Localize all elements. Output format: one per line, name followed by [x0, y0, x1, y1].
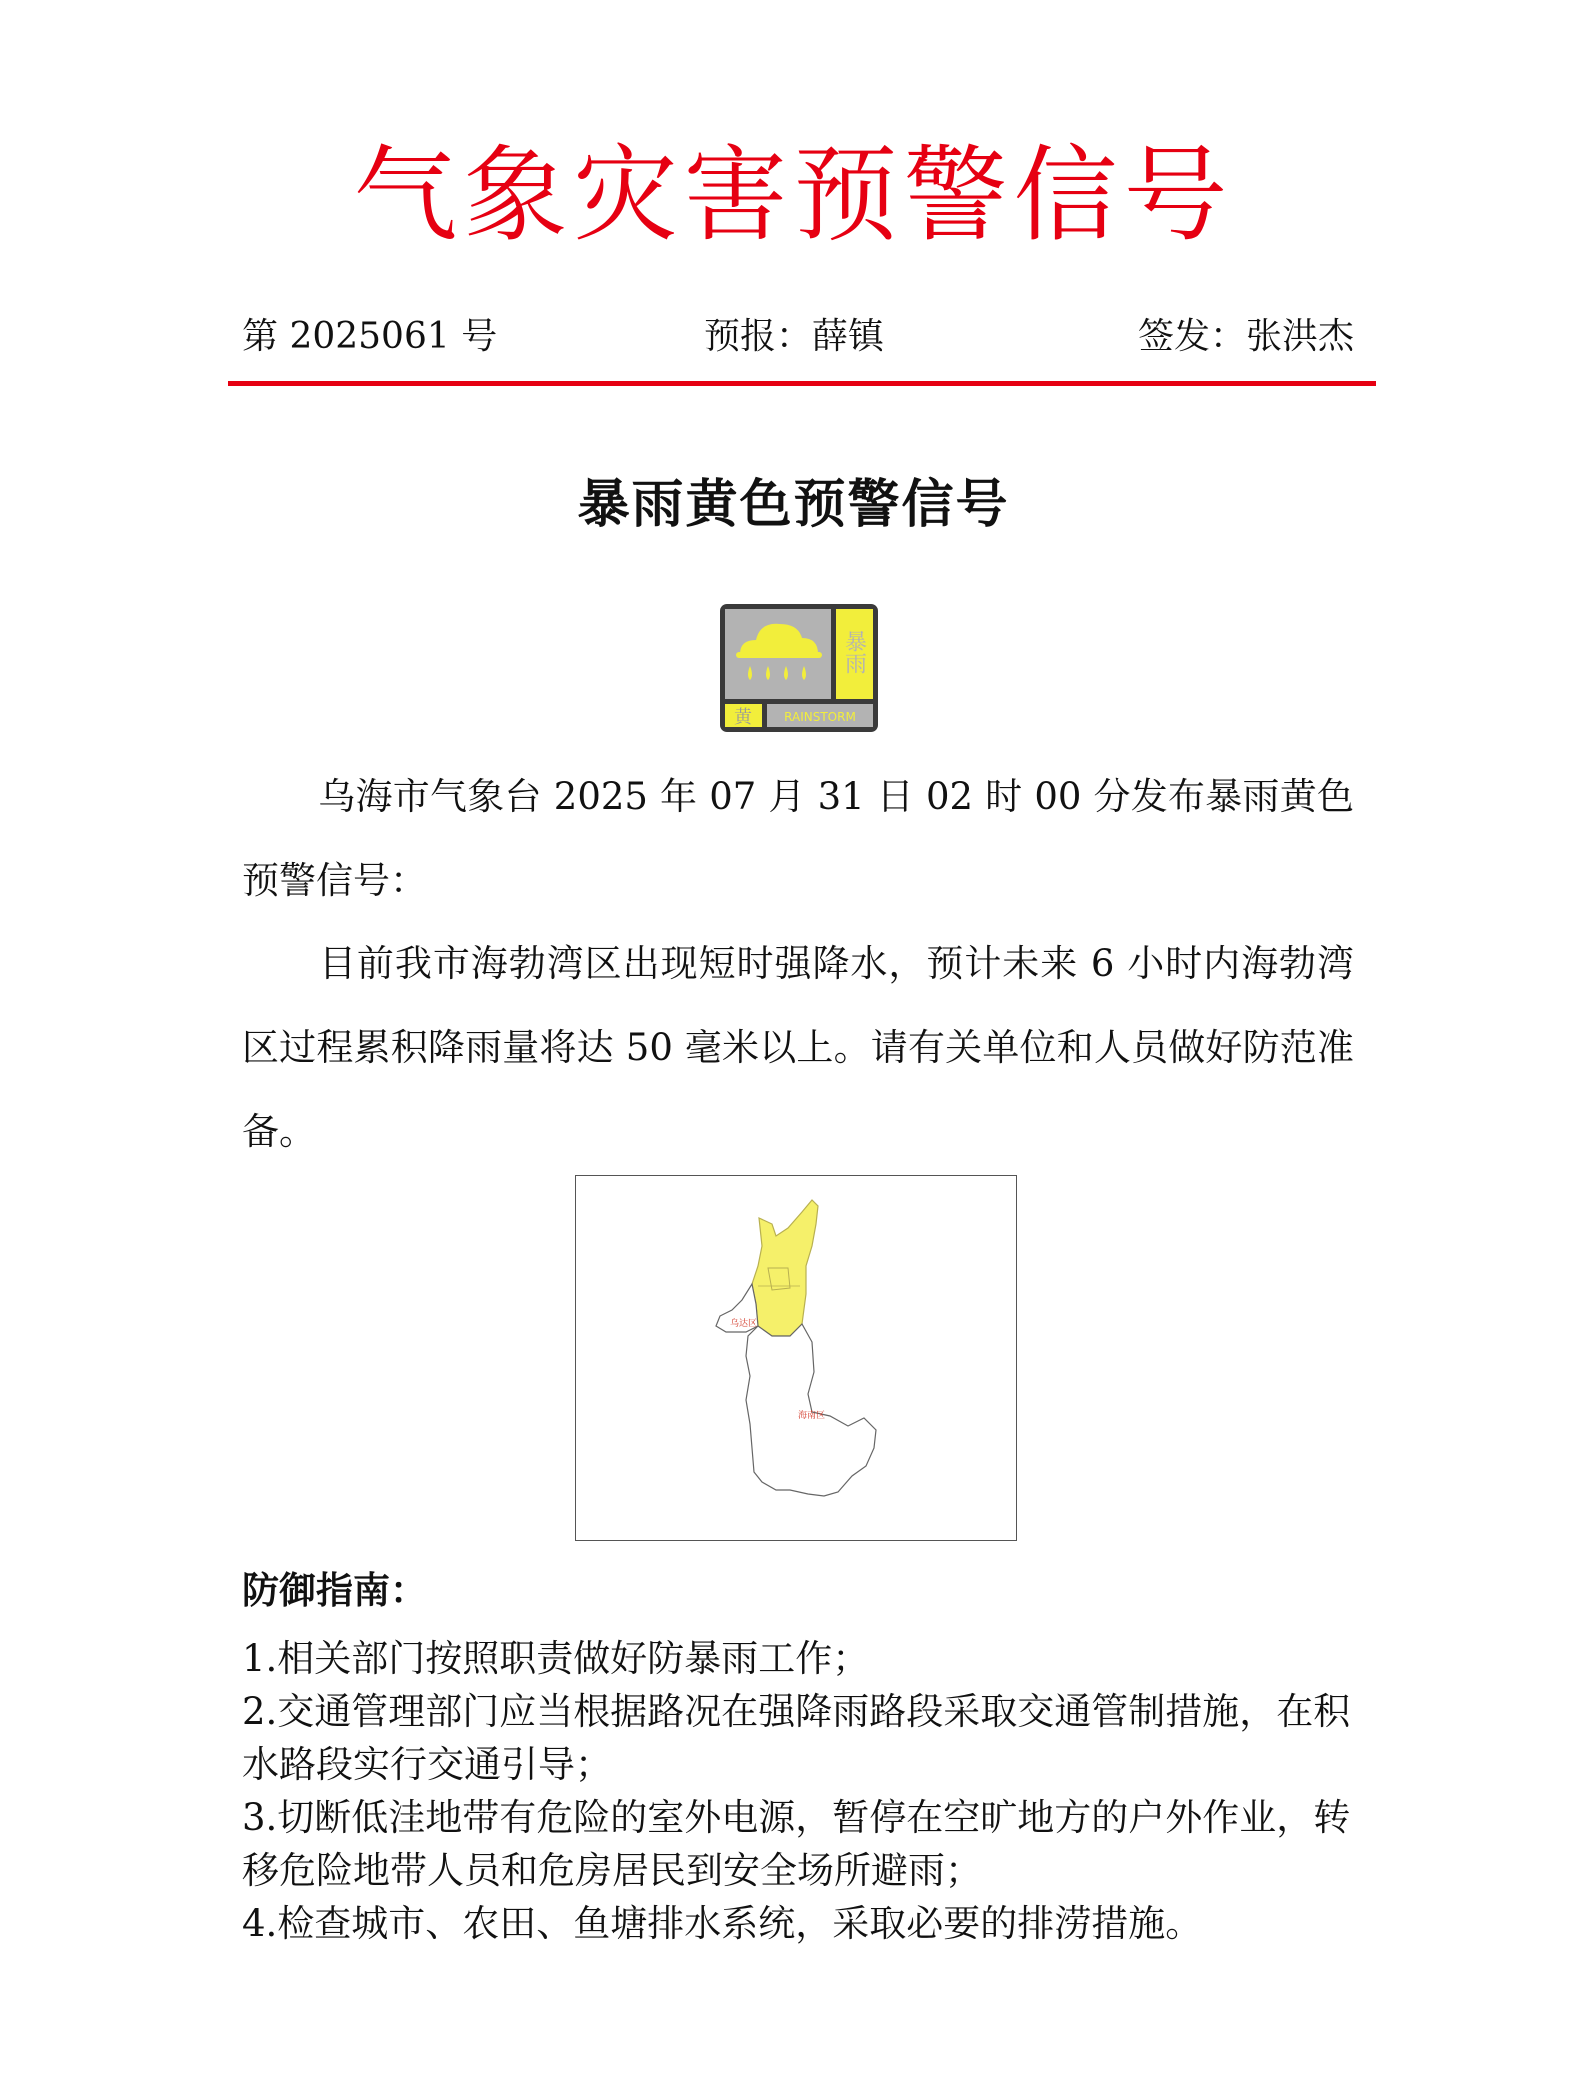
signal-icon-level: 黄 — [734, 707, 752, 728]
guide-item: 1.相关部门按照职责做好防暴雨工作； — [242, 1637, 870, 1680]
forecast-paragraph-text: 目前我市海勃湾区出现短时强降水，预计未来 6 小时内海勃湾区过程累积降雨量将达 50 毫米以上。请有关单位和人员做好防范准备。 — [242, 942, 1354, 1153]
signal-title: 暴雨黄色预警信号 — [577, 474, 1010, 535]
map-label-wuda: 乌达区 — [730, 1319, 758, 1329]
issue-paragraph — [242, 755, 1354, 923]
issue-meta-row — [242, 312, 1354, 362]
issue-paragraph-text: 乌海市气象台 2025 年 07 月 31 日 02 时 00 分发布暴雨黄色预警信号： — [242, 775, 1354, 902]
forecaster: 预报：薛镇 — [704, 316, 885, 357]
guide-item: 2.交通管理部门应当根据路况在强降雨路段采取交通管制措施，在积水路段实行交通引导； — [242, 1690, 1351, 1786]
guide-item: 4.检查城市、农田、鱼塘排水系统，采取必要的排涝措施。 — [242, 1902, 1203, 1945]
rainstorm-yellow-signal-icon — [718, 602, 880, 734]
guide-item: 3.切断低洼地带有危险的室外电源，暂停在空旷地方的户外作业，转移危险地带人员和危房居民到安全场所避雨； — [242, 1796, 1351, 1892]
map-svg — [576, 1176, 1016, 1540]
red-divider — [228, 381, 1376, 386]
signer: 签发：张洪杰 — [1137, 316, 1354, 357]
signal-icon-label-cn: 暴雨 — [841, 630, 867, 674]
warning-area-map — [575, 1175, 1017, 1541]
signal-icon-label-en: RAINSTORM — [784, 710, 856, 724]
forecast-paragraph — [242, 922, 1354, 1174]
defense-guide-list — [242, 1632, 1382, 1950]
defense-guide-title: 防御指南： — [242, 1568, 427, 1612]
document-title: 气象灾害预警信号 — [353, 134, 1234, 256]
map-label-hainan: 海南区 — [798, 1411, 826, 1421]
issue-number: 第 2025061 号 — [242, 316, 498, 357]
